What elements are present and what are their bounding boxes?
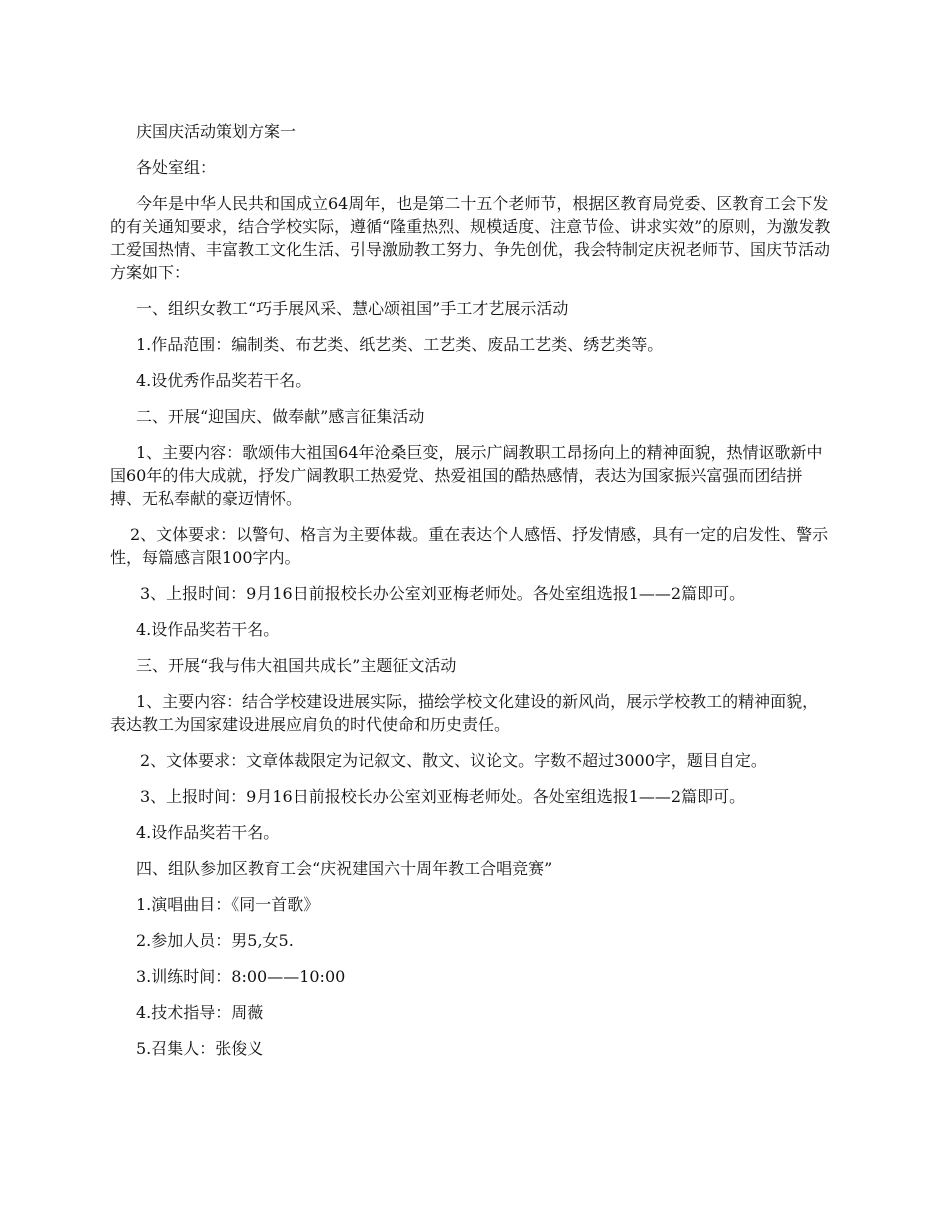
section-heading-1: 一、组织女教工“巧手展风采、慧心颂祖国”手工才艺展示活动 [136,299,569,318]
list-item: 5.召集人：张俊义 [136,1039,264,1058]
list-item: 3、上报时间：9月16日前报校长办公室刘亚梅老师处。各处室组选报1——2篇即可。 [140,584,746,603]
list-item: 1、主要内容：结合学校建设进展实际，描绘学校文化建设的新风尚，展示学校教工的精神面貌，表达教工为国家建设进展应肩负的时代使命和历史责任。 [110,692,819,734]
salutation: 各处室组： [136,158,217,177]
intro-paragraph: 今年是中华人民共和国成立64周年，也是第二十五个老师节，根据区教育局党委、区教育工会下发的有关通知要求，结合学校实际，遵循“隆重热烈、规模适度、注意节俭、讲求实效”的原则，为激发教工爱国热情、丰富教工文化生活、引导激励教工努力、争先创优，我会特制定庆祝老师节、国庆节活动方案如下： [110,194,831,282]
list-item: 4.设优秀作品奖若干名。 [136,371,312,390]
list-item: 4.设作品奖若干名。 [136,620,280,639]
list-item: 1、主要内容：歌颂伟大祖国64年沧桑巨变，展示广阔教职工昂扬向上的精神面貌，热情讴歌新中国60年的伟大成就，抒发广阔教职工热爱党、热爱祖国的酷热感情，表达为国家振兴富强而团结拼搏、无私奉献的豪迈情怀。 [110,443,823,508]
list-item: 2.参加人员：男5,女5. [136,931,294,950]
list-item: 2、文体要求：文章体裁限定为记叙文、散文、议论文。字数不超过3000字，题目自定。 [140,751,767,770]
list-item: 4.技术指导：周薇 [136,1003,264,1022]
list-item: 2、文体要求：以警句、格言为主要体裁。重在表达个人感悟、抒发情感，具有一定的启发性、警示性，每篇感言限100字内。 [110,525,829,567]
section-heading-3: 三、开展“我与伟大祖国共成长”主题征文活动 [136,656,457,675]
section-heading-2: 二、开展“迎国庆、做奉献”感言征集活动 [136,407,425,426]
doc-title: 庆国庆活动策划方案一 [136,122,297,141]
list-item: 1.作品范围：编制类、布艺类、纸艺类、工艺类、废品工艺类、绣艺类等。 [136,335,664,354]
list-item: 3、上报时间：9月16日前报校长办公室刘亚梅老师处。各处室组选报1——2篇即可。 [140,787,746,806]
list-item: 4.设作品奖若干名。 [136,823,280,842]
section-heading-4: 四、组队参加区教育工会“庆祝建国六十周年教工合唱竞赛” [136,859,553,878]
list-item: 3.训练时间：8:00——10:00 [136,967,346,986]
document-body [110,120,832,1073]
list-item: 1.演唱曲目：《同一首歌》 [136,895,320,914]
